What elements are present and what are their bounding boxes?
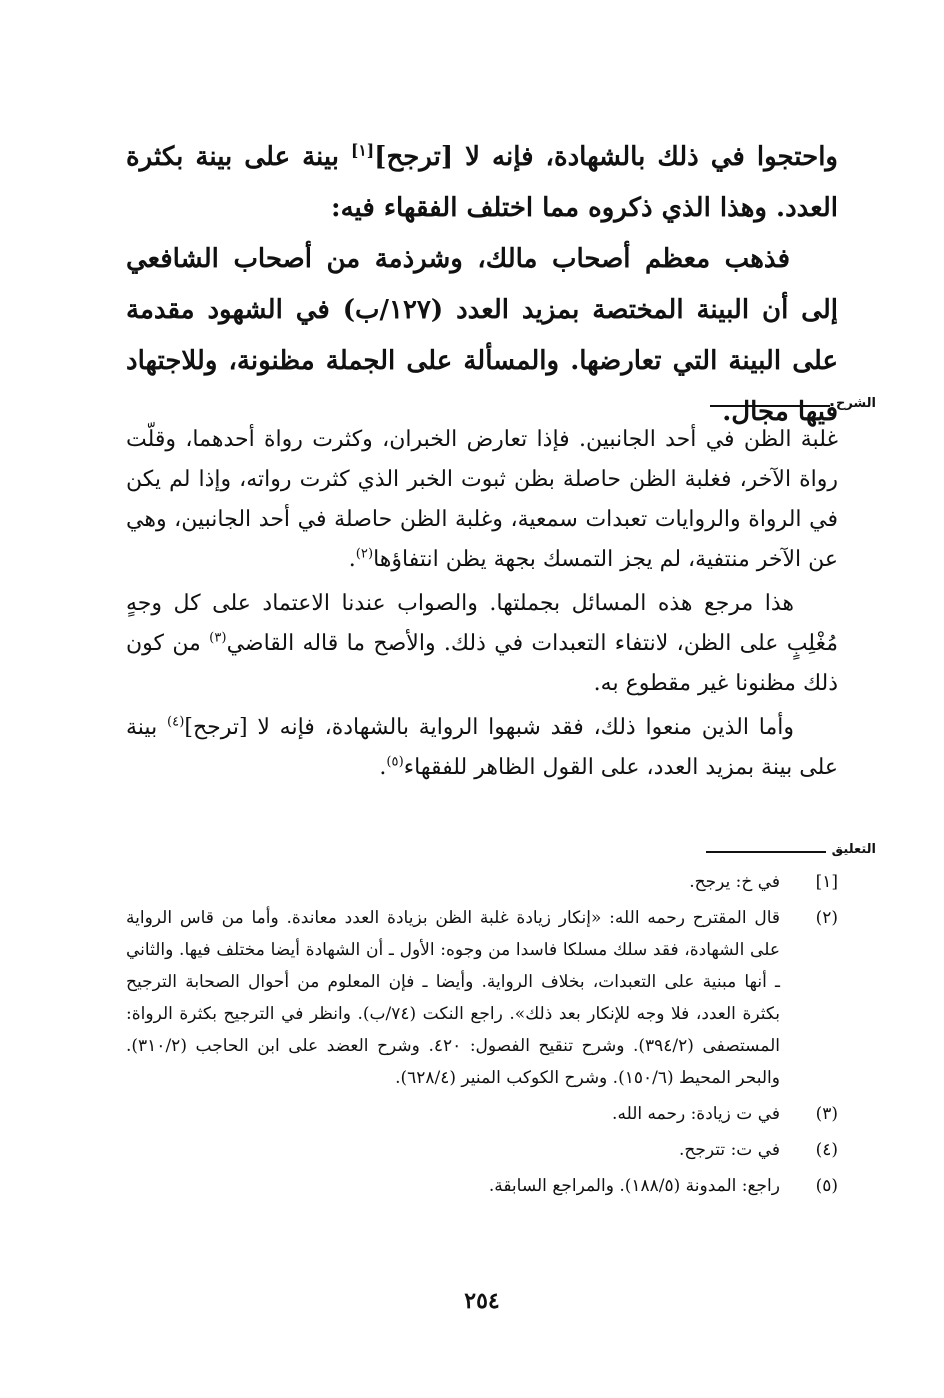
footnote-text: في ت زيادة: رحمه الله. <box>612 1104 780 1124</box>
sharh-footnote-ref-3: (٣) <box>209 630 227 646</box>
sharh-p2-text: هذا مرجع هذه المسائل بجملتها. والصواب عندنا الاعتماد على كل وجهٍ مُغْلِبٍ على الظن، لانتفاء التعبدات في ذلك. والأصح ما قاله القاضي <box>126 591 838 656</box>
sharh-p3-text: وأما الذين منعوا ذلك، فقد شبهوا الرواية بالشهادة، فإنه لا [ترجح] <box>184 715 794 740</box>
sharh-footnote-ref-2: (٢) <box>355 546 374 562</box>
footnote-text: في خ: يرجح. <box>689 872 780 892</box>
footnote-item <box>126 866 838 898</box>
footnote-item <box>126 1134 838 1166</box>
footnote-text: راجع: المدونة (١٨٨/٥). والمراجع السابقة. <box>488 1176 780 1196</box>
footnote-text: في ت: تترجح. <box>679 1140 780 1160</box>
sharh-paragraph-2 <box>126 584 838 704</box>
footnote-number: (٤) <box>815 1140 838 1160</box>
sharh-footnote-ref-5: (٥) <box>386 754 404 770</box>
taliq-rule <box>706 851 826 853</box>
sharh-p2-continued: من كون ذلك مظنونا غير مقطوع به. <box>126 631 838 696</box>
sharh-rule <box>710 405 830 407</box>
sharh-paragraph-3 <box>126 708 838 788</box>
sharh-p3-continued: بينة على بينة بمزيد العدد، على القول الظاهر للفقهاء <box>126 715 838 780</box>
matn-p1-continued: بينة على بينة بكثرة العدد. وهذا الذي ذكروه مما اختلف الفقهاء فيه: <box>126 142 838 223</box>
footnote-number: (٣) <box>815 1104 838 1124</box>
sharh-p1-end: . <box>348 547 356 572</box>
footnote-item <box>126 902 838 1094</box>
sharh-footnote-ref-4: (٤) <box>166 714 185 730</box>
taliq-label: التعليق <box>831 842 876 857</box>
sharh-label: الشرح <box>835 396 876 411</box>
sharh-paragraph-1 <box>126 420 838 580</box>
footnotes <box>126 866 838 1206</box>
footnote-number: (٥) <box>815 1176 838 1196</box>
main-text-matn <box>126 132 838 438</box>
matn-paragraph-2: فذهب معظم أصحاب مالك، وشرذمة من أصحاب الشافعي إلى أن البينة المختصة بمزيد العدد (١٢٧/ب) في الشهود مقدمة على البينة التي تعارضها. والمسألة على الجملة مظنونة، وللاجتهاد فيها مجال. <box>126 244 838 427</box>
sharh-section-divider <box>126 396 876 411</box>
taliq-section-divider <box>126 842 876 857</box>
sharh-p1-text: غلبة الظن في أحد الجانبين. فإذا تعارض الخبران، وكثرت رواة أحدهما، وقلّت رواة الآخر، فغلبة الظن حاصلة بظن ثبوت الخبر الذي كثرت رواته، وإذا لم يكن في الرواة والروايات تعبدات سمعية، وغلبة الظن حاصلة في أحد الجانبين، وهي عن الآخر منتفية، لم يجز التمسك بجهة يظن انتفاؤها <box>126 427 838 572</box>
commentary-sharh <box>126 420 838 792</box>
matn-footnote-ref-1: [١] <box>350 140 375 160</box>
footnote-item <box>126 1098 838 1130</box>
matn-paragraph-1 <box>126 132 838 234</box>
page-number: ٢٥٤ <box>464 1288 500 1314</box>
footnote-number: [١] <box>815 872 838 892</box>
footnote-item <box>126 1170 838 1202</box>
footnote-text: قال المقترح رحمه الله: «إنكار زيادة غلبة الظن بزيادة العدد معاندة. وأما من قاس الرواية على الشهادة، فقد سلك مسلكا فاسدا من وجوه: الأول ـ أن الشهادة أيضا مختلف فيها. والثاني ـ أنها مبنية على التعبدات، بخلاف الرواية. وأيضا ـ فإن المعلوم من أحوال الصحابة الترجيح بكثرة العدد، فلا وجه للإنكار بعد ذلك». راجع النكت (٧٤/ب). وانظر في الترجيح بكثرة الرواة: المستصفى (٣٩٤/٢). وشرح تنقيح الفصول: ٤٢٠. وشرح العضد على ابن الحاجب (٣١٠/٢). والبحر المحيط (١٥٠/٦). وشرح الكوكب المنير (٦٢٨/٤). <box>126 908 780 1088</box>
sharh-p3-end: . <box>379 755 387 780</box>
footnote-number: (٢) <box>815 908 838 928</box>
matn-p1-text: واحتجوا في ذلك بالشهادة، فإنه لا [ترجح] <box>374 142 838 172</box>
